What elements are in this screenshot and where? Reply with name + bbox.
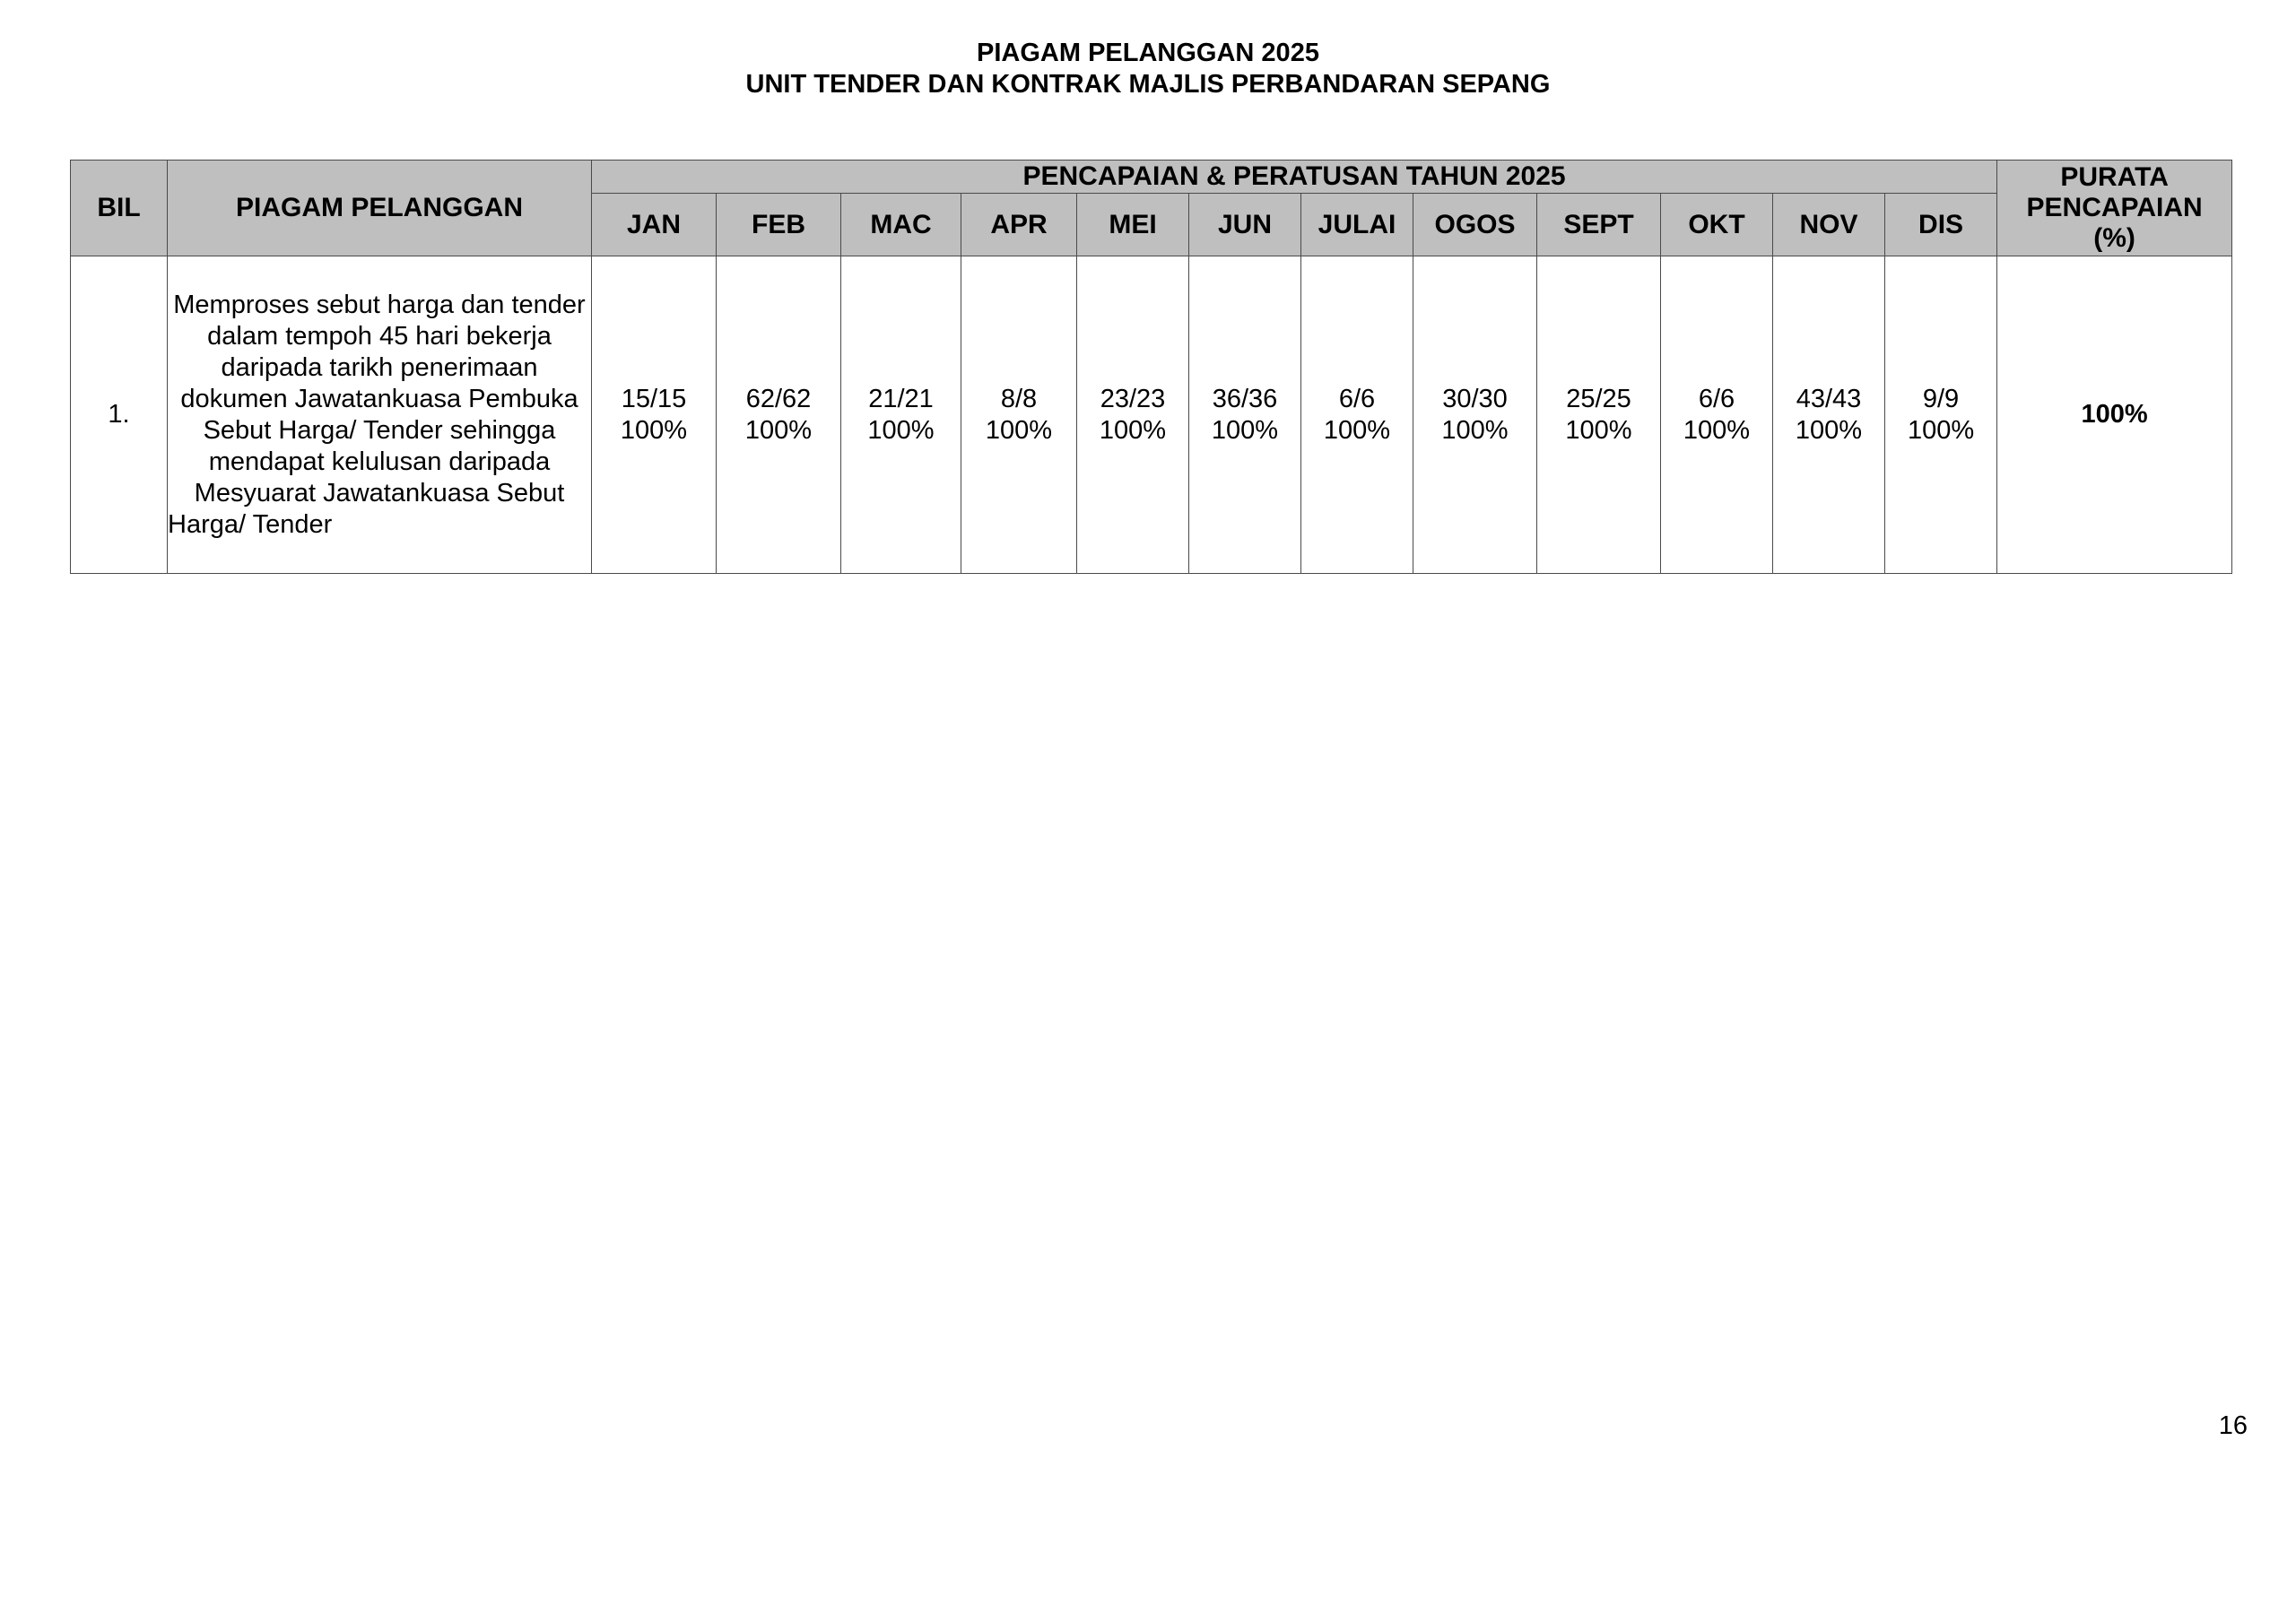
- cell-fraction: 43/43: [1796, 384, 1862, 413]
- cell-fraction: 6/6: [1338, 384, 1376, 413]
- cell-month-dis: [1885, 256, 1997, 574]
- header-month-apr: APR: [961, 194, 1077, 256]
- cell-fraction: 6/6: [1698, 384, 1735, 413]
- header-purata-line2: PENCAPAIAN: [2026, 193, 2203, 222]
- cell-month-okt: [1661, 256, 1773, 574]
- header-month-nov: NOV: [1773, 194, 1885, 256]
- header-month-feb: FEB: [717, 194, 841, 256]
- cell-fraction: 15/15: [621, 384, 687, 413]
- cell-percent: 100%: [620, 415, 688, 445]
- cell-fraction: 8/8: [1000, 384, 1038, 413]
- header-pencapaian-group: PENCAPAIAN & PERATUSAN TAHUN 2025: [592, 161, 1997, 194]
- cell-month-apr: [961, 256, 1077, 574]
- cell-percent: 100%: [867, 415, 935, 445]
- header-month-dis: DIS: [1885, 194, 1997, 256]
- cell-percent: 100%: [1565, 415, 1632, 445]
- cell-percent: 100%: [1441, 415, 1509, 445]
- header-month-jan: JAN: [592, 194, 717, 256]
- cell-description: Memproses sebut harga dan tender dalam tempoh 45 hari bekerja daripada tarikh penerimaan dokumen Jawatankuasa Pembuka Sebut Harga/ Tender sehingga mendapat kelulusan daripada Mesyuarat Jawatankuasa Sebut Harga/ Tender: [168, 256, 592, 574]
- table-row: [71, 256, 2232, 574]
- cell-month-sept: [1537, 256, 1661, 574]
- cell-percent: 100%: [1211, 415, 1279, 445]
- cell-month-mac: [841, 256, 961, 574]
- cell-fraction: 9/9: [1922, 384, 1960, 413]
- cell-bil: 1.: [71, 256, 168, 574]
- cell-month-ogos: [1413, 256, 1537, 574]
- customer-charter-table: [70, 160, 2232, 574]
- document-title: [0, 38, 2296, 100]
- cell-percent: 100%: [985, 415, 1053, 445]
- cell-percent: 100%: [744, 415, 813, 445]
- cell-fraction: 30/30: [1442, 384, 1508, 413]
- header-month-ogos: OGOS: [1413, 194, 1537, 256]
- header-month-sept: SEPT: [1537, 194, 1661, 256]
- header-purata-line3: (%): [2093, 223, 2135, 253]
- header-month-mac: MAC: [841, 194, 961, 256]
- header-month-julai: JULAI: [1301, 194, 1413, 256]
- cell-month-jan: [592, 256, 717, 574]
- header-month-okt: OKT: [1661, 194, 1773, 256]
- header-month-mei: MEI: [1077, 194, 1189, 256]
- title-line-2: UNIT TENDER DAN KONTRAK MAJLIS PERBANDARAN SEPANG: [745, 70, 1551, 99]
- cell-fraction: 36/36: [1212, 384, 1278, 413]
- header-month-jun: JUN: [1189, 194, 1301, 256]
- header-bil: BIL: [71, 161, 168, 256]
- cell-percent: 100%: [1907, 415, 1975, 445]
- page-number: 16: [2218, 1411, 2248, 1440]
- header-row-top: [71, 161, 2232, 194]
- cell-fraction: 21/21: [868, 384, 934, 413]
- cell-percent: 100%: [1795, 415, 1863, 445]
- header-purata-line1: PURATA: [2060, 162, 2169, 192]
- header-purata-pencapaian: [1997, 161, 2232, 256]
- cell-percent: 100%: [1099, 415, 1167, 445]
- cell-month-nov: [1773, 256, 1885, 574]
- cell-percent: 100%: [1683, 415, 1751, 445]
- cell-fraction: 25/25: [1566, 384, 1631, 413]
- cell-fraction: 23/23: [1100, 384, 1166, 413]
- cell-month-mei: [1077, 256, 1189, 574]
- cell-percent: 100%: [1323, 415, 1391, 445]
- cell-month-julai: [1301, 256, 1413, 574]
- cell-month-jun: [1189, 256, 1301, 574]
- title-line-1: PIAGAM PELANGGAN 2025: [977, 39, 1319, 67]
- header-piagam-pelanggan: PIAGAM PELANGGAN: [168, 161, 592, 256]
- cell-month-feb: [717, 256, 841, 574]
- cell-fraction: 62/62: [745, 384, 812, 413]
- cell-purata-pencapaian: 100%: [1997, 256, 2232, 574]
